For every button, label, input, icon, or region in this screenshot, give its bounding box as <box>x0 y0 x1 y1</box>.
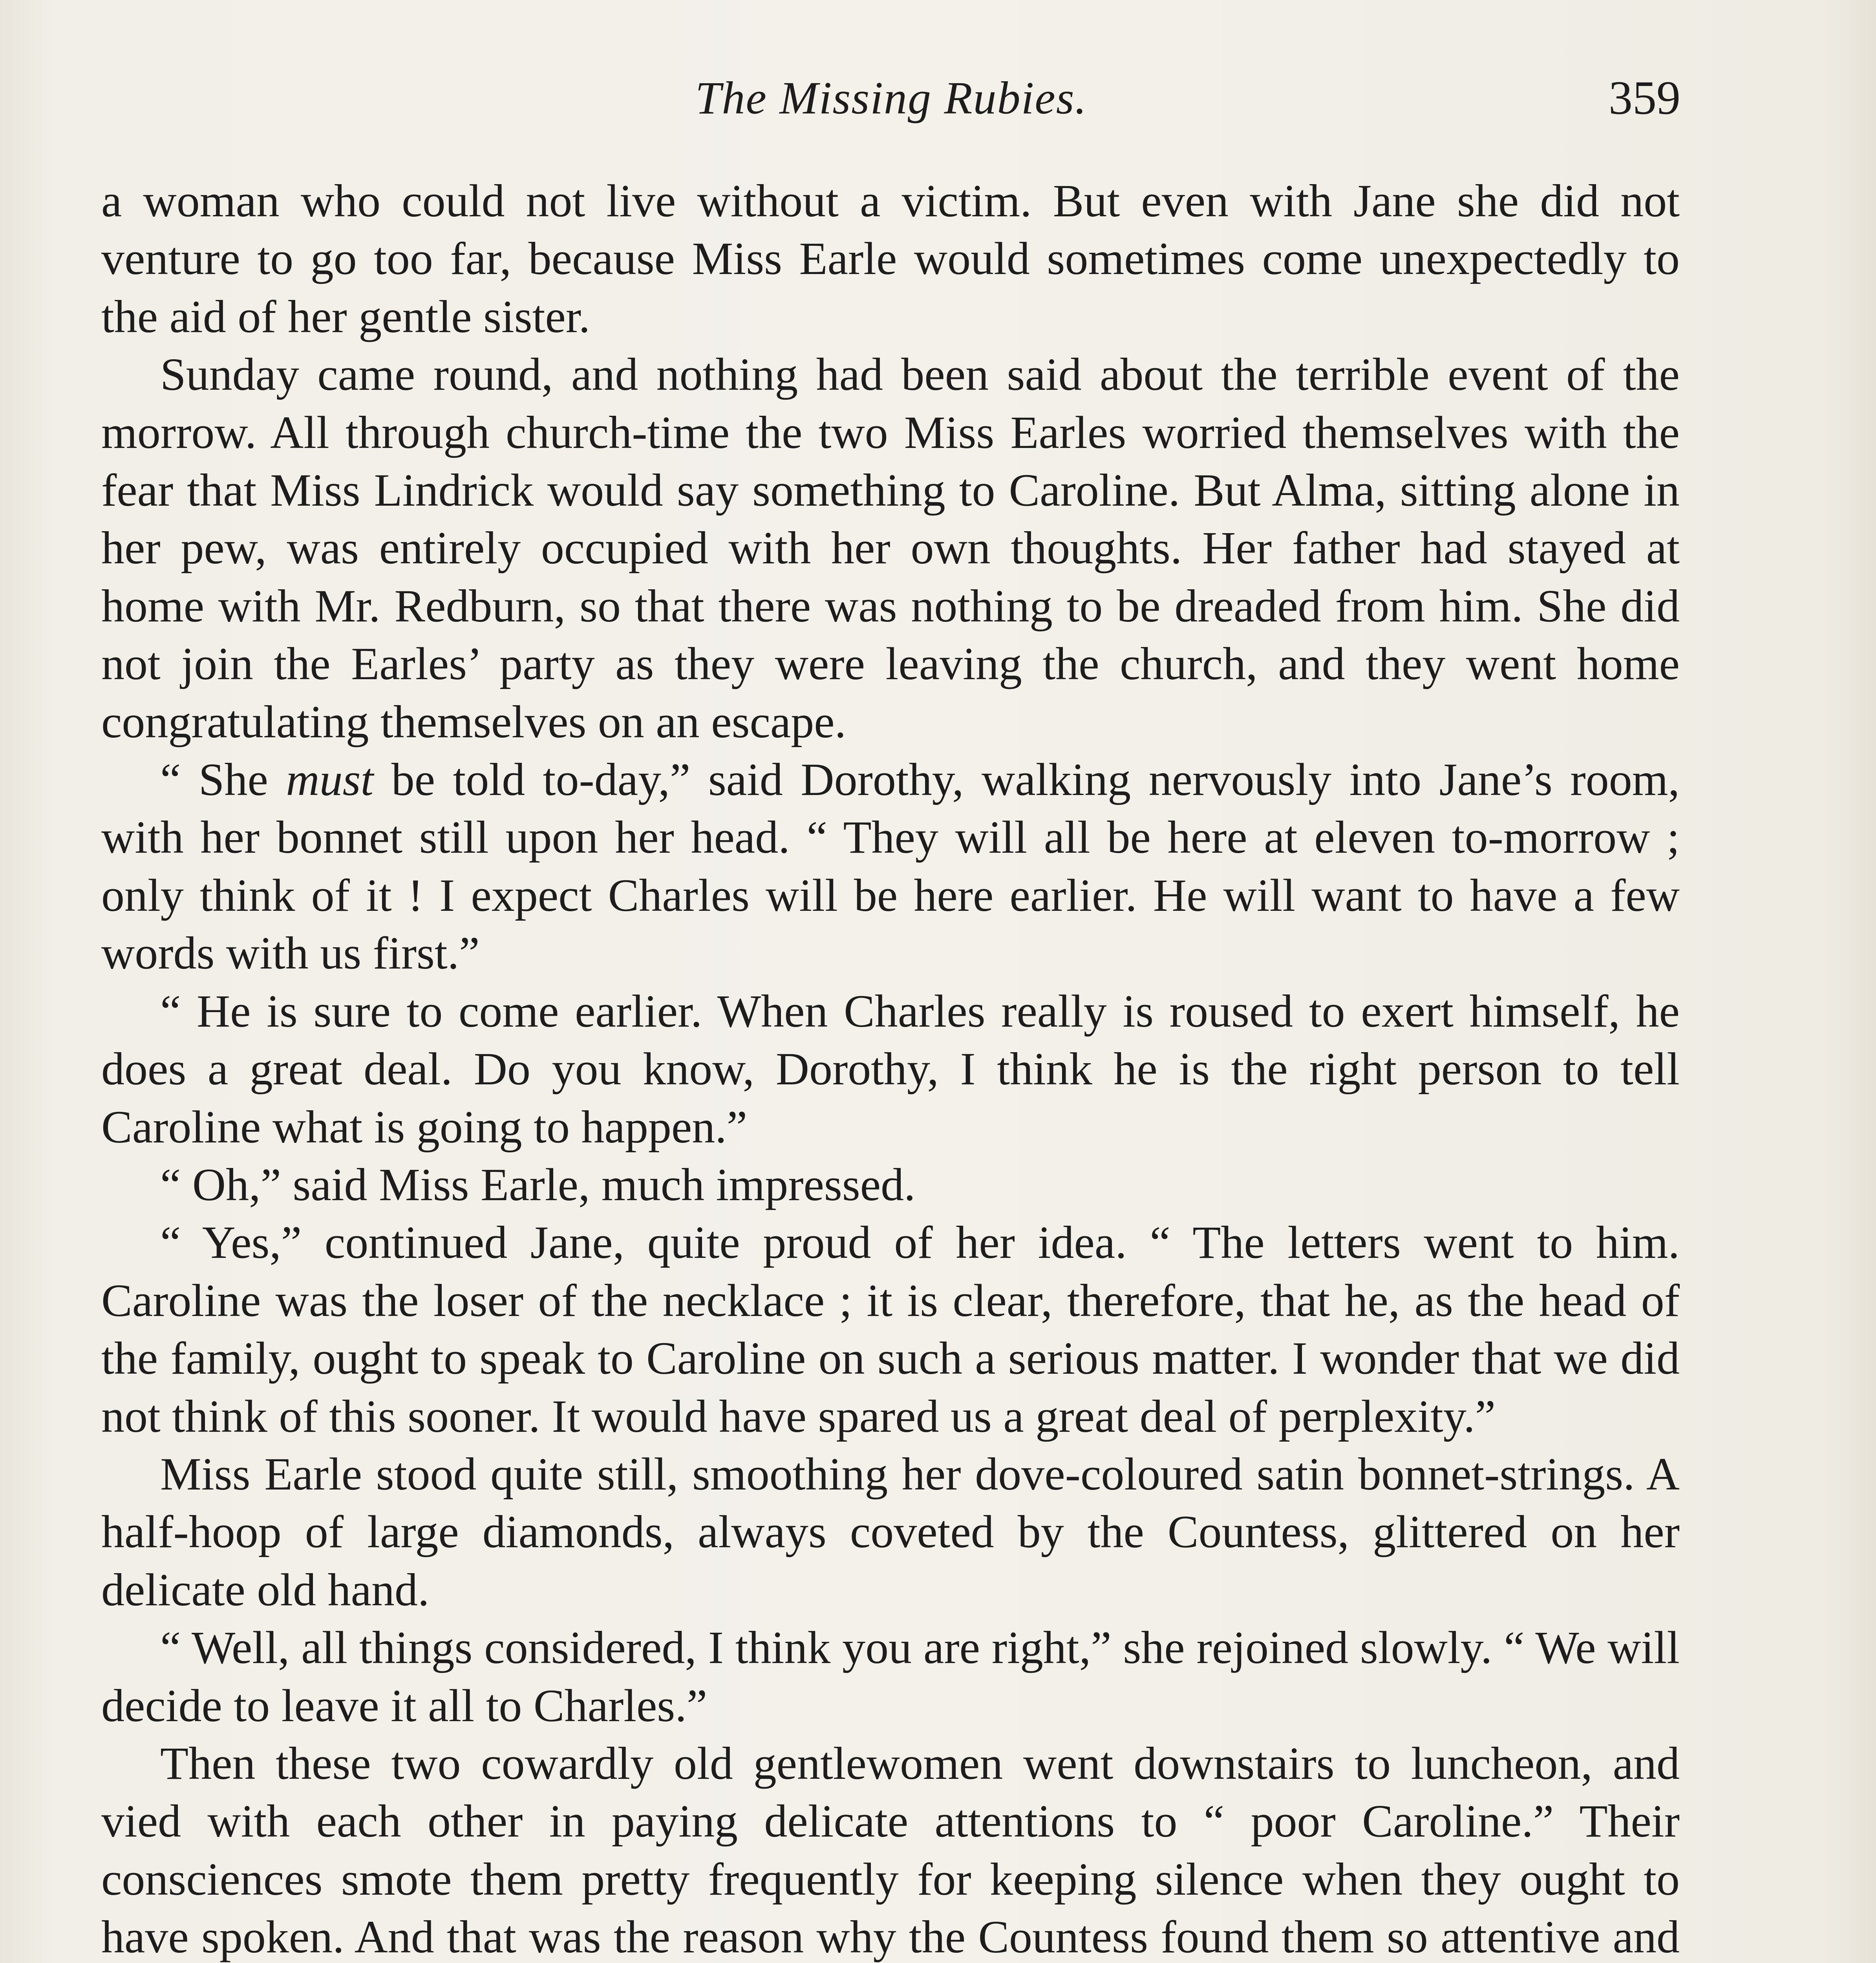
body-text <box>101 172 1680 1963</box>
paragraph <box>101 345 1680 751</box>
text-run: “ Yes,” continued Jane, quite proud of her idea. “ The letters went to him. Caroline was the loser of the necklace ; it is clear, therefore, that he, as the head of the family, ought to speak to Caroline on such a serious matter. I wonder that we did not think of this sooner. It would have spared us a great deal of perplexity.” <box>101 1217 1680 1442</box>
text-run: a woman who could not live without a victim. But even with Jane she did not venture to go too far, because Miss Earle would sometimes come unexpectedly to the aid of her gentle sister. <box>101 175 1680 342</box>
text-run: “ Well, all things considered, I think you are right,” she rejoined slowly. “ We will decide to leave it all to Charles.” <box>101 1622 1680 1731</box>
paragraph <box>101 1445 1680 1619</box>
text-run: be told to-day,” said Dorothy, walking nervously into Jane’s room, with her bonnet still upon her head. “ They will all be here at eleven to-morrow ; only think of it ! I expect Charles will be here earlier. He will want to have a few words with us first.” <box>101 754 1680 979</box>
paragraph <box>101 1156 1680 1214</box>
text-run: “ He is sure to come earlier. When Charles really is roused to exert himself, he does a great deal. Do you know, Dorothy, I think he is the right person to tell Caroline what is going to happen.” <box>101 985 1680 1153</box>
text-run: Sunday came round, and nothing had been said about the terrible event of the morrow. All through church-time the two Miss Earles worried themselves with the fear that Miss Lindrick would say something to Caroline. But Alma, sitting alone in her pew, was entirely occupied with her own thoughts. Her father had stayed at home with Mr. Redburn, so that there was nothing to be dreaded from him. She did not join the Earles’ party as they were leaving the church, and they went home congratulating themselves on an escape. <box>101 349 1680 748</box>
paragraph <box>101 1214 1680 1445</box>
running-title: The Missing Rubies. <box>695 72 1088 124</box>
paragraph <box>101 751 1680 982</box>
text-run: “ Oh,” said Miss Earle, much impressed. <box>160 1159 916 1210</box>
page-number: 359 <box>1609 71 1680 124</box>
paragraph <box>101 982 1680 1156</box>
text-run: “ She <box>160 754 286 806</box>
paragraph <box>101 172 1680 345</box>
text-run: Then these two cowardly old gentlewomen went downstairs to luncheon, and vied with each other in paying delicate attentions to “ poor Caroline.” Their consciences smote them pretty frequently for keeping silence when they ought to have spoken. And that was the reason why the Countess found them so attentive and <box>101 1737 1680 1963</box>
paragraph <box>101 1619 1680 1735</box>
italic-text: must <box>286 754 374 806</box>
running-head <box>102 59 1680 137</box>
paragraph <box>101 1735 1680 1963</box>
text-run: Miss Earle stood quite still, smoothing her dove-coloured satin bonnet-strings. A half-hoop of large diamonds, always coveted by the Countess, glittered on her delicate old hand. <box>101 1448 1680 1616</box>
